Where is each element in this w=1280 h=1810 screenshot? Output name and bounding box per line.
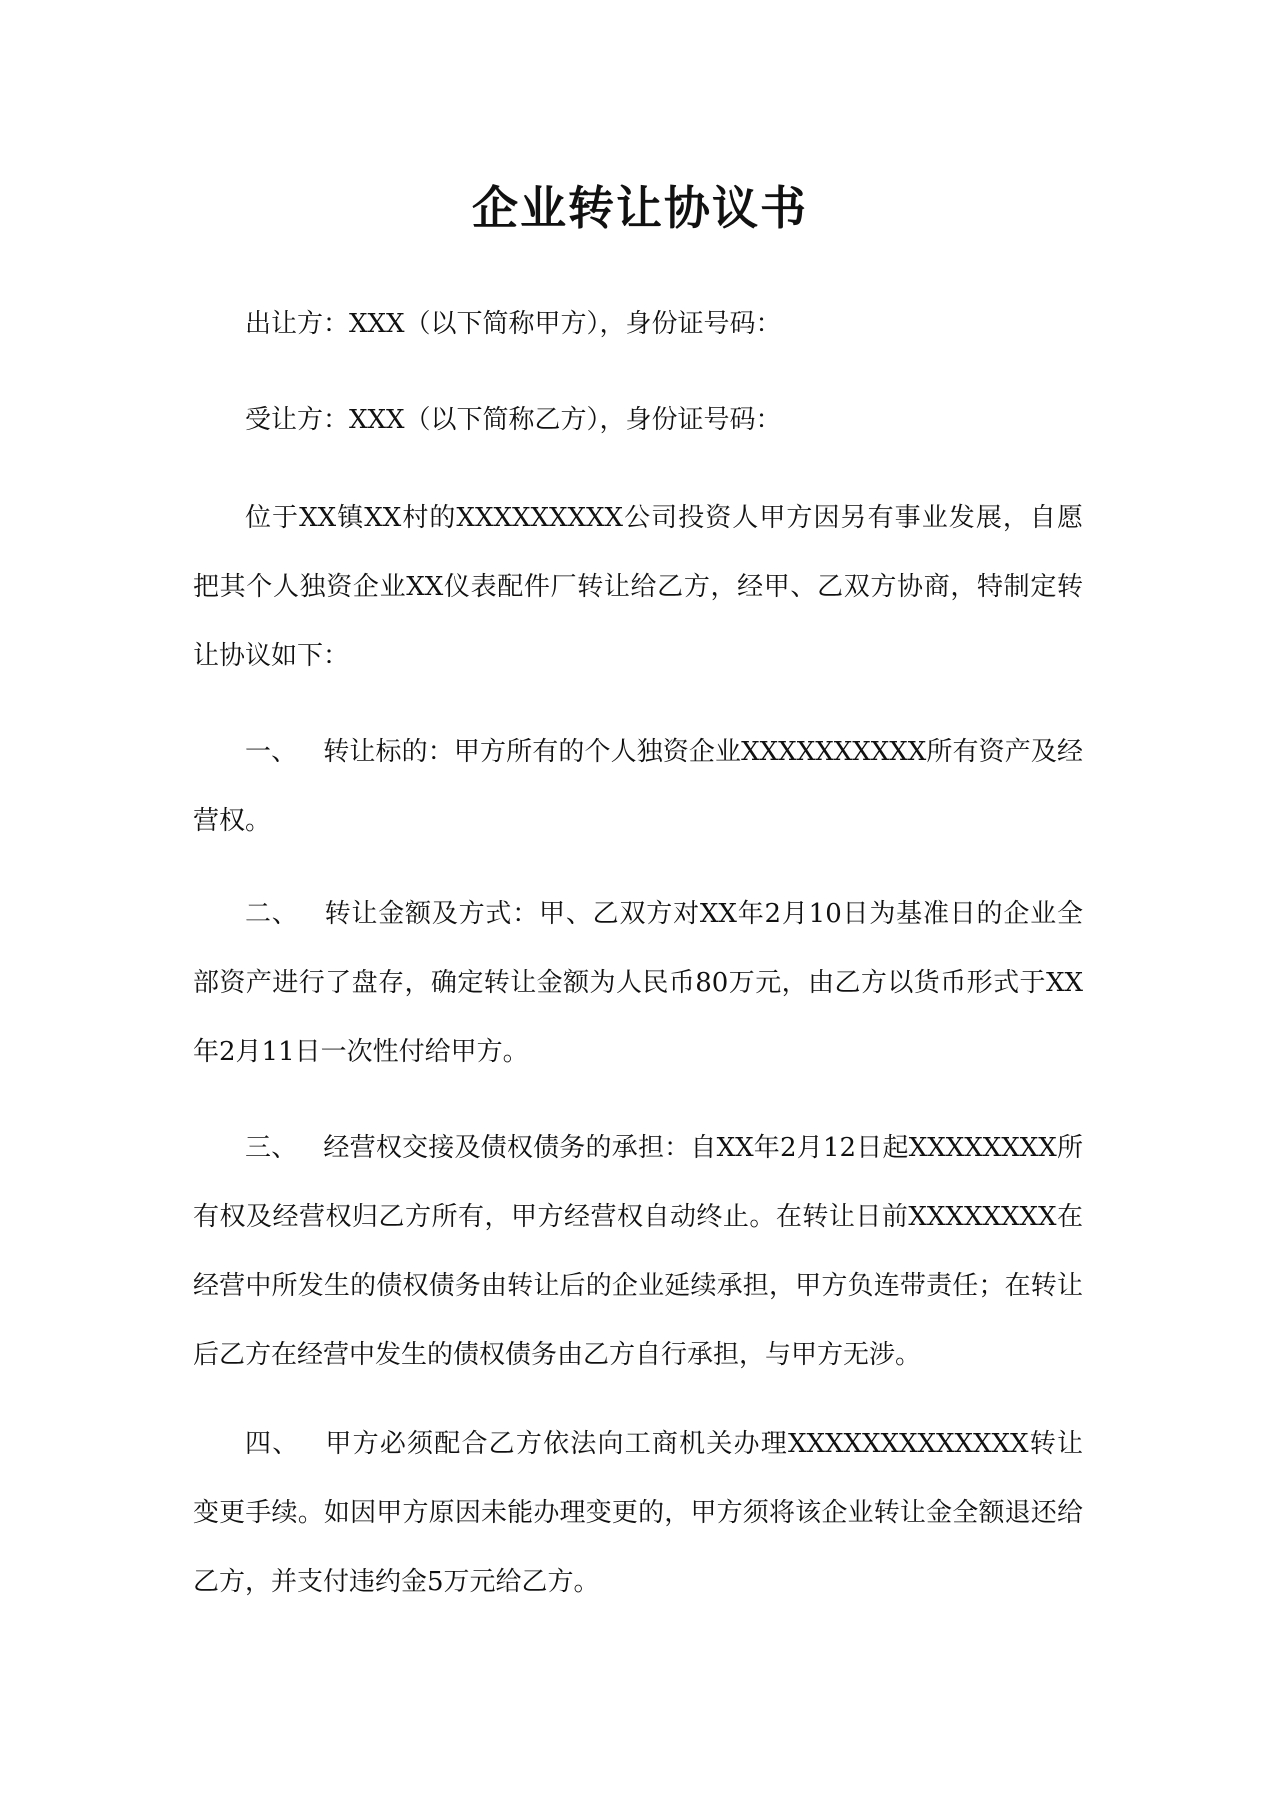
clause-3-number: 三、	[245, 1133, 298, 1163]
clause-2	[193, 880, 1083, 1087]
document-title: 企业转让协议书	[472, 181, 808, 235]
clause-2-number: 二、	[245, 899, 299, 929]
clause-3	[193, 1114, 1083, 1390]
clause-1-number: 一、	[245, 737, 298, 767]
transferor-line: 出让方：XXX（以下简称甲方），身份证号码：	[245, 309, 782, 339]
clause-1	[193, 718, 1083, 856]
clause-4-number: 四、	[245, 1429, 300, 1459]
intro-paragraph: 位于XX镇XX村的XXXXXXXXX公司投资人甲方因另有事业发展，自愿把其个人独资企业XX仪表配件厂转让给乙方，经甲、乙双方协商，特制定转让协议如下：	[193, 503, 1083, 671]
clause-3-text: 经营权交接及债权债务的承担：自XX年2月12日起XXXXXXXX所有权及经营权归乙方所有，甲方经营权自动终止。在转让日前XXXXXXXX在经营中所发生的债权债务由转让后的企业延续承担，甲方负连带责任；在转让后乙方在经营中发生的债权债务由乙方自行承担，与甲方无涉。	[193, 1133, 1083, 1370]
clause-1-text: 转让标的：甲方所有的个人独资企业XXXXXXXXXX所有资产及经营权。	[193, 737, 1083, 836]
transferee-line: 受让方：XXX（以下简称乙方），身份证号码：	[245, 405, 782, 435]
clause-4	[193, 1410, 1083, 1617]
clause-2-text: 转让金额及方式：甲、乙双方对XX年2月10日为基准日的企业全部资产进行了盘存，确定转让金额为人民币80万元，由乙方以货币形式于XX年2月11日一次性付给甲方。	[193, 899, 1083, 1067]
clause-4-text: 甲方必须配合乙方依法向工商机关办理XXXXXXXXXXXXX转让变更手续。如因甲方原因未能办理变更的，甲方须将该企业转让金全额退还给乙方，并支付违约金5万元给乙方。	[193, 1429, 1083, 1597]
